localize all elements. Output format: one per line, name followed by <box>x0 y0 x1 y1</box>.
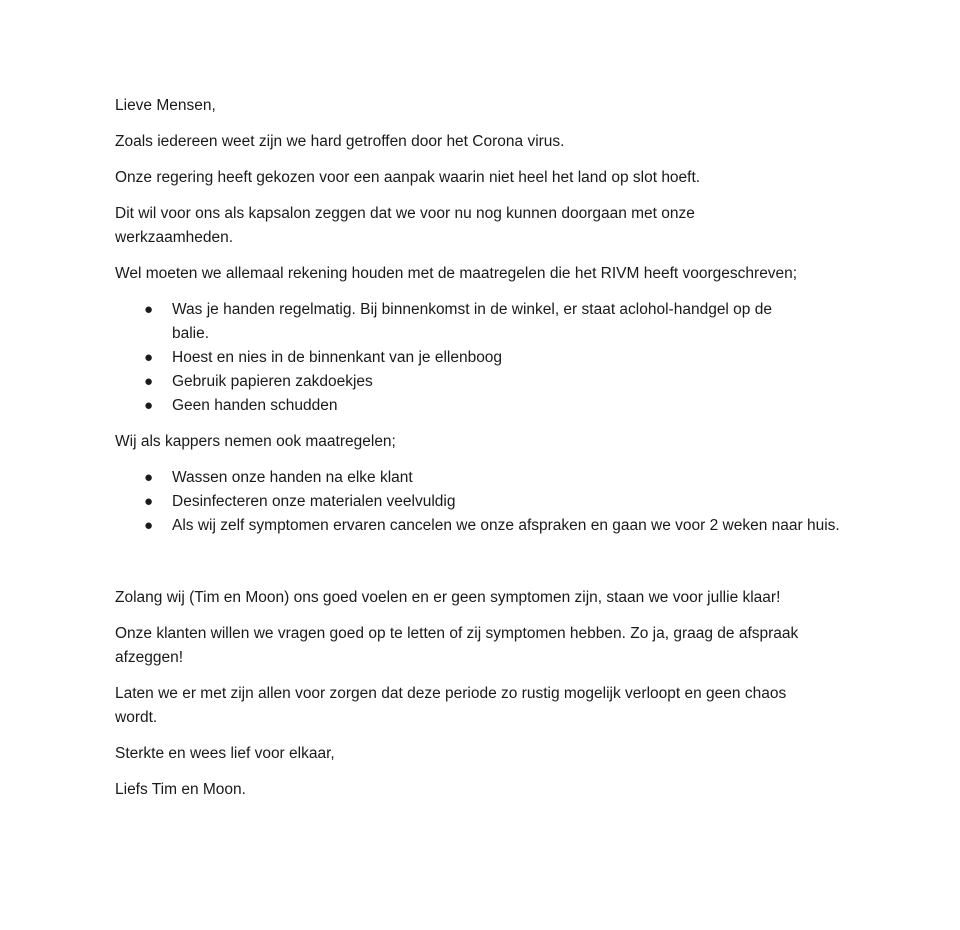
closing-paragraph-2: Onze klanten willen we vragen goed op te letten of zij symptomen hebben. Zo ja, graag de afspraak afzeggen! <box>115 625 799 666</box>
list-item <box>115 370 845 394</box>
intro-paragraph-2: Onze regering heeft gekozen voor een aanpak waarin niet heel het land op slot hoeft. <box>115 169 701 186</box>
bullet-icon: ● <box>144 469 154 486</box>
list-item <box>115 514 872 538</box>
list-item-text: Desinfecteren onze materialen veelvuldig <box>172 493 456 510</box>
bullet-icon: ● <box>144 397 154 414</box>
bullet-icon: ● <box>144 493 154 510</box>
intro-paragraph-1: Zoals iedereen weet zijn we hard getroffen door het Corona virus. <box>115 133 565 150</box>
bullet-icon: ● <box>144 349 154 366</box>
intro-paragraph-3: Dit wil voor ons als kapsalon zeggen dat we voor nu nog kunnen doorgaan met onze werkzaamheden. <box>115 205 695 246</box>
bullet-icon: ● <box>144 373 154 390</box>
list-item-text: Wassen onze handen na elke klant <box>172 469 413 486</box>
list-item <box>115 394 845 418</box>
paragraph-spacer <box>115 550 845 586</box>
intro-paragraph-4: Wel moeten we allemaal rekening houden met de maatregelen die het RIVM heeft voorgeschreven; <box>115 265 798 282</box>
signature: Liefs Tim en Moon. <box>115 781 246 798</box>
rivm-measures-list <box>115 298 845 418</box>
closing-paragraph-4: Sterkte en wees lief voor elkaar, <box>115 745 335 762</box>
letter-document <box>115 94 845 814</box>
greeting: Lieve Mensen, <box>115 97 216 114</box>
list-item <box>115 298 812 346</box>
hairdresser-intro: Wij als kappers nemen ook maatregelen; <box>115 433 396 450</box>
closing-paragraph-3: Laten we er met zijn allen voor zorgen dat deze periode zo rustig mogelijk verloopt en geen chaos wordt. <box>115 685 787 726</box>
list-item-text: Gebruik papieren zakdoekjes <box>172 373 373 390</box>
list-item <box>115 466 845 490</box>
hairdresser-measures-list <box>115 466 845 538</box>
list-item-text: Hoest en nies in de binnenkant van je ellenboog <box>172 349 503 366</box>
list-item <box>115 490 845 514</box>
bullet-icon: ● <box>144 517 154 534</box>
list-item-text: Was je handen regelmatig. Bij binnenkomst in de winkel, er staat aclohol-handgel op de balie. <box>172 301 772 342</box>
bullet-icon: ● <box>144 301 154 318</box>
list-item-text: Als wij zelf symptomen ervaren cancelen we onze afspraken en gaan we voor 2 weken naar huis. <box>172 517 840 534</box>
closing-paragraph-1: Zolang wij (Tim en Moon) ons goed voelen en er geen symptomen zijn, staan we voor jullie klaar! <box>115 589 781 606</box>
list-item <box>115 346 845 370</box>
list-item-text: Geen handen schudden <box>172 397 338 414</box>
